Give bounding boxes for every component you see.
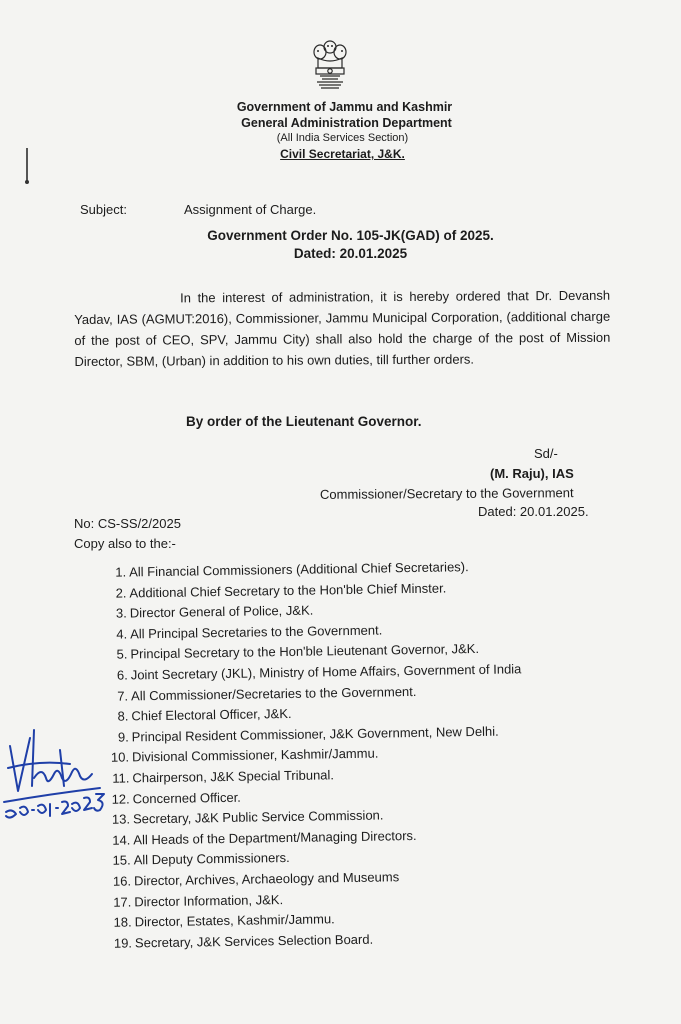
- list-text: Secretary, J&K Services Selection Board.: [134, 931, 374, 951]
- copy-to-label: Copy also to the:-: [74, 536, 176, 551]
- list-number: 15.: [112, 852, 131, 869]
- list-number: 3.: [115, 605, 127, 621]
- header-secretariat: Civil Secretariat, J&K.: [280, 147, 405, 161]
- list-number: 19.: [113, 935, 133, 951]
- list-number: 17.: [113, 893, 132, 910]
- list-text: Divisional Commissioner, Kashmir/Jammu.: [131, 745, 379, 765]
- list-text: Joint Secretary (JKL), Ministry of Home Affairs, Government of India: [130, 661, 522, 683]
- list-text: Chief Electoral Officer, J&K.: [131, 706, 292, 724]
- handwritten-signature: [0, 716, 110, 846]
- by-order-line: By order of the Lieutenant Governor.: [186, 414, 422, 429]
- signatory-name: (M. Raju), IAS: [490, 466, 574, 481]
- list-number: 5.: [116, 646, 128, 663]
- list-number: 16.: [112, 873, 132, 889]
- header-department: General Administration Department: [241, 116, 452, 130]
- list-text: Secretary, J&K Public Service Commission.: [132, 807, 384, 827]
- list-number: 4.: [116, 626, 128, 642]
- order-body: In the interest of administration, it is hereby ordered that Dr. Devansh Yadav, IAS (AGMUT:2016), Commissioner, Jammu Municipal Corporation, (additional charge of the post of CEO, SPV, Jammu City) shall also hold the charge of the post of Mission Director, SBM, (Urban) in addition to his own duties, till further orders.: [74, 287, 611, 369]
- list-text: Director, Archives, Archaeology and Museums: [133, 869, 400, 889]
- national-emblem-icon: [308, 38, 352, 96]
- list-number: 6.: [116, 667, 128, 683]
- subject-label: Subject:: [80, 202, 127, 217]
- list-number: 2.: [115, 585, 127, 601]
- list-text: Chairperson, J&K Special Tribunal.: [132, 767, 335, 786]
- list-number: 14.: [112, 832, 131, 848]
- order-date: Dated: 20.01.2025: [293, 246, 408, 261]
- list-text: Principal Resident Commissioner, J&K Government, New Delhi.: [131, 723, 499, 745]
- list-text: All Deputy Commissioners.: [133, 850, 290, 868]
- list-text: All Financial Commissioners (Additional Chief Secretaries).: [129, 559, 469, 580]
- signatory-date: Dated: 20.01.2025.: [478, 504, 589, 519]
- subject-value: Assignment of Charge.: [184, 202, 317, 217]
- list-number: 11.: [112, 770, 130, 786]
- list-text: Concerned Officer.: [132, 789, 241, 806]
- signed-mark: Sd/-: [534, 446, 558, 461]
- list-text: All Heads of the Department/Managing Directors.: [133, 827, 417, 848]
- list-number: 9.: [117, 729, 129, 745]
- list-number: 8.: [117, 708, 129, 724]
- header-section: (All India Services Section): [276, 132, 409, 144]
- list-text: All Principal Secretaries to the Government.: [129, 622, 383, 642]
- signatory-title: Commissioner/Secretary to the Government: [319, 485, 574, 502]
- list-text: Principal Secretary to the Hon'ble Lieutenant Governor, J&K.: [130, 641, 480, 662]
- list-text: Additional Chief Secretary to the Hon'ble Chief Minster.: [129, 580, 447, 601]
- list-number: 12.: [111, 791, 130, 807]
- margin-dot: [25, 180, 29, 184]
- margin-mark: [26, 148, 28, 182]
- list-number: 13.: [111, 811, 131, 827]
- list-number: 10.: [110, 749, 130, 766]
- list-text: Director General of Police, J&K.: [129, 602, 314, 621]
- list-text: Director Information, J&K.: [134, 891, 284, 909]
- copy-list: [94, 555, 620, 954]
- list-number: 7.: [117, 688, 129, 704]
- list-text: All Commissioner/Secretaries to the Government.: [130, 683, 417, 703]
- header-government: Government of Jammu and Kashmir: [236, 100, 453, 114]
- order-title: Government Order No. 105-JK(GAD) of 2025.: [207, 228, 494, 243]
- list-text: Director, Estates, Kashmir/Jammu.: [134, 911, 335, 930]
- list-number: 18.: [113, 914, 132, 930]
- reference-number: No: CS-SS/2/2025: [74, 516, 181, 531]
- list-number: 1.: [115, 564, 127, 580]
